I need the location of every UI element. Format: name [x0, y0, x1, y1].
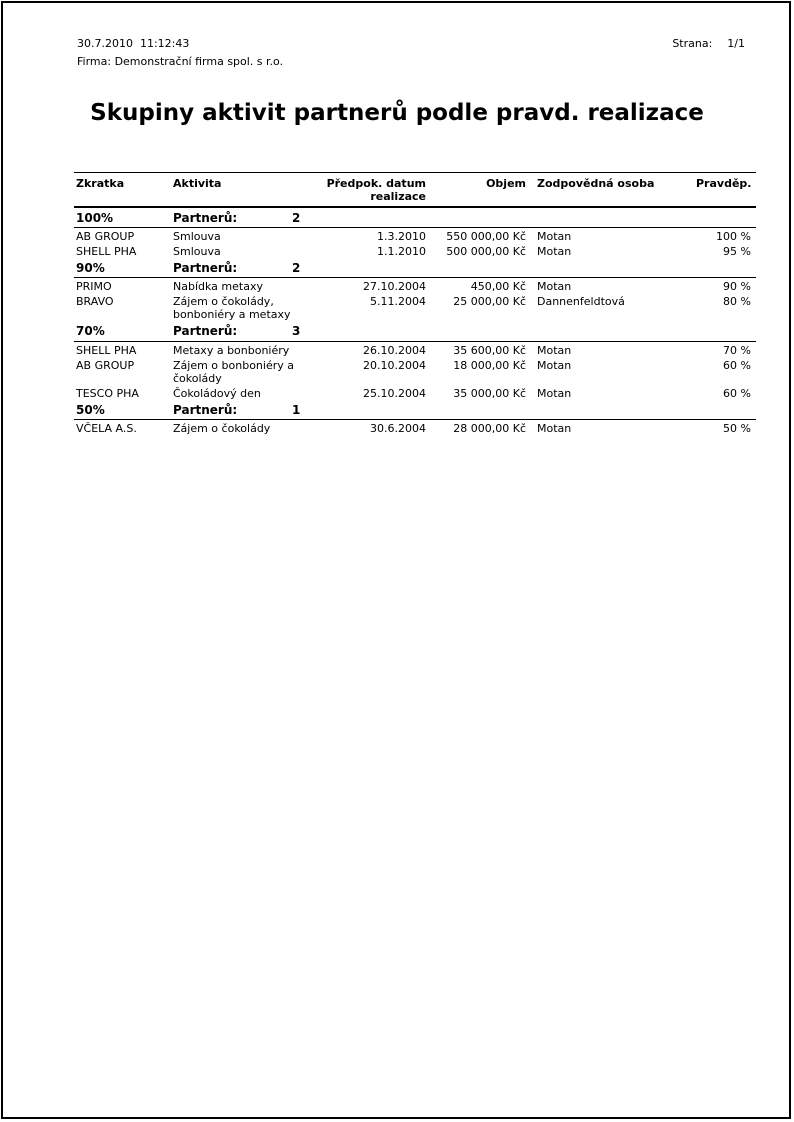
- cell-datum: 27.10.2004: [363, 280, 426, 293]
- cell-pravdep: 60 %: [723, 358, 751, 372]
- cell-datum: 5.11.2004: [370, 295, 426, 308]
- table-row: [74, 278, 756, 294]
- group-label: 100%: [76, 211, 114, 225]
- group-partners-label: Partnerů:: [173, 324, 238, 338]
- group-partner-count: 2: [292, 211, 301, 225]
- table-row: [74, 243, 756, 258]
- cell-zkratka: TESCO PHA: [76, 386, 139, 400]
- cell-objem: 35 000,00 Kč: [453, 386, 526, 400]
- cell-pravdep: 95 %: [723, 244, 751, 258]
- page-number: 1/1: [727, 37, 745, 50]
- table-row: [74, 385, 756, 400]
- cell-aktivita: Zájem o čokolády, bonboniéry a metaxy: [173, 295, 291, 321]
- report-datetime: 30.7.2010 11:12:43: [77, 37, 190, 50]
- report-table: [74, 172, 756, 435]
- col-header-datum-line2: realizace: [370, 190, 426, 203]
- page-indicator: [672, 37, 745, 51]
- page-border: [1, 1, 791, 1119]
- cell-pravdep: 70 %: [723, 343, 751, 357]
- company-line: Firma: Demonstrační firma spol. s r.o.: [77, 55, 284, 68]
- group-partner-count: 1: [292, 402, 301, 417]
- cell-aktivita: Smlouva: [173, 244, 221, 258]
- cell-pravdep: 90 %: [723, 280, 751, 293]
- cell-datum: 20.10.2004: [363, 358, 426, 372]
- cell-osoba: Motan: [537, 244, 572, 258]
- col-header-datum-line1: Předpok. datum: [326, 177, 426, 190]
- table-row: [74, 293, 756, 321]
- col-header-zkratka: Zkratka: [74, 173, 169, 208]
- col-header-aktivita: Aktivita: [169, 173, 309, 208]
- cell-zkratka: BRAVO: [76, 295, 114, 308]
- cell-aktivita: Zájem o čokolády: [173, 422, 271, 435]
- cell-objem: 500 000,00 Kč: [446, 244, 526, 258]
- group-partner-count: 3: [292, 324, 301, 338]
- cell-pravdep: 80 %: [723, 295, 751, 308]
- cell-zkratka: PRIMO: [76, 280, 112, 293]
- cell-pravdep: 100 %: [716, 229, 751, 243]
- table-row: [74, 420, 756, 436]
- cell-osoba: Dannenfeldtová: [537, 295, 625, 308]
- cell-datum: 26.10.2004: [363, 343, 426, 357]
- cell-objem: 35 600,00 Kč: [453, 343, 526, 357]
- table-header-row: [74, 173, 756, 208]
- group-label: 50%: [76, 402, 105, 417]
- cell-aktivita: Nabídka metaxy: [173, 280, 263, 293]
- cell-zkratka: VČELA A.S.: [76, 422, 137, 435]
- cell-datum: 1.3.2010: [377, 229, 426, 243]
- cell-datum: 1.1.2010: [377, 244, 426, 258]
- cell-objem: 25 000,00 Kč: [453, 295, 526, 308]
- cell-aktivita: Zájem o bonboniéry a čokolády: [173, 358, 294, 385]
- col-header-objem: Objem: [430, 173, 531, 208]
- table-row: [74, 341, 756, 357]
- group-header-90: [74, 258, 756, 278]
- group-header-100: [74, 207, 756, 227]
- cell-osoba: Motan: [537, 358, 572, 372]
- table-row: [74, 227, 756, 243]
- cell-osoba: Motan: [537, 422, 572, 435]
- cell-pravdep: 60 %: [723, 386, 751, 400]
- cell-zkratka: SHELL PHA: [76, 343, 137, 357]
- cell-aktivita: Metaxy a bonboniéry: [173, 343, 290, 357]
- group-header-50: [74, 400, 756, 420]
- cell-datum: 30.6.2004: [370, 422, 426, 435]
- cell-zkratka: AB GROUP: [76, 358, 135, 372]
- cell-aktivita: Smlouva: [173, 229, 221, 243]
- group-partner-count: 2: [292, 260, 301, 275]
- group-header-70: [74, 321, 756, 341]
- cell-osoba: Motan: [537, 280, 572, 293]
- group-label: 70%: [76, 324, 105, 338]
- cell-objem: 450,00 Kč: [470, 280, 526, 293]
- cell-osoba: Motan: [537, 386, 572, 400]
- group-partners-label: Partnerů:: [173, 402, 238, 417]
- cell-objem: 550 000,00 Kč: [446, 229, 526, 243]
- group-partners-label: Partnerů:: [173, 211, 238, 225]
- cell-objem: 18 000,00 Kč: [453, 358, 526, 372]
- group-label: 90%: [76, 260, 105, 275]
- group-partners-label: Partnerů:: [173, 260, 238, 275]
- col-header-pravdep: Pravděp.: [696, 173, 756, 208]
- table-row: [74, 357, 756, 385]
- cell-aktivita: Čokoládový den: [173, 386, 261, 400]
- cell-osoba: Motan: [537, 229, 572, 243]
- report-title: Skupiny aktivit partnerů podle pravd. realizace: [90, 100, 704, 126]
- cell-osoba: Motan: [537, 343, 572, 357]
- cell-zkratka: SHELL PHA: [76, 244, 137, 258]
- cell-objem: 28 000,00 Kč: [453, 422, 526, 435]
- cell-zkratka: AB GROUP: [76, 229, 135, 243]
- col-header-osoba: Zodpovědná osoba: [531, 173, 696, 208]
- col-header-datum: [309, 173, 430, 208]
- cell-datum: 25.10.2004: [363, 386, 426, 400]
- page-label: Strana:: [672, 37, 713, 50]
- cell-pravdep: 50 %: [723, 422, 751, 435]
